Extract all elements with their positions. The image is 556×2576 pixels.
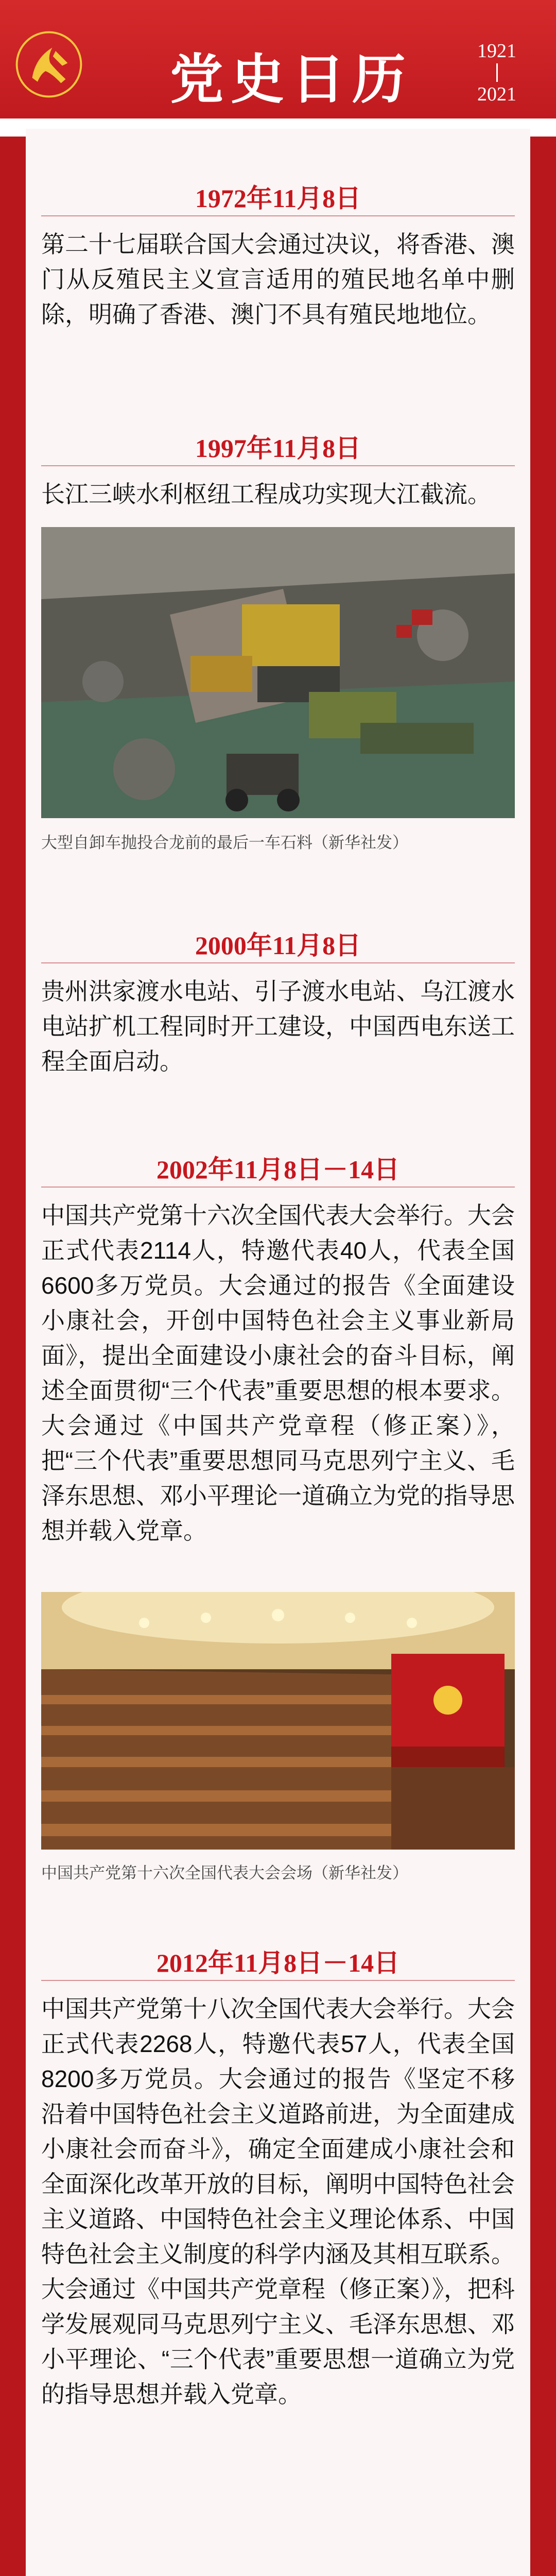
date-divider bbox=[41, 1187, 515, 1188]
date-divider bbox=[41, 962, 515, 963]
content-frame bbox=[26, 129, 530, 2576]
photo-caption: 中国共产党第十六次全国代表大会会场（新华社发） bbox=[41, 1864, 408, 1883]
year-end: 2021 bbox=[477, 83, 516, 105]
year-separator bbox=[496, 63, 498, 82]
year-range bbox=[466, 39, 528, 107]
dam-closure-photo bbox=[41, 527, 515, 818]
entry-date: 2012年11月8日－14日 bbox=[156, 1948, 400, 1977]
date-divider bbox=[41, 215, 515, 216]
entry-text: 贵州洪家渡水电站、引子渡水电站、乌江渡水电站扩机工程同时开工建设，中国西电东送工程全面启动。 bbox=[41, 978, 515, 1075]
date-divider bbox=[41, 465, 515, 466]
congress-16-photo bbox=[41, 1592, 515, 1850]
party-emblem-icon bbox=[15, 31, 82, 98]
entry-text: 中国共产党第十八次全国代表大会举行。大会正式代表2268人，特邀代表57人，代表全国8200多万党员。大会通过的报告《坚定不移沿着中国特色社会主义道路前进，为全面建成小康社会而奋斗》，确定全面建成小康社会和全面深化改革开放的目标，阐明中国特色社会主义道路、中国特色社会主义理论体系、中国特色社会主义制度的科学内涵及其相互联系。大会通过《中国共产党章程（修正案）》，把科学发展观同马克思列宁主义、毛泽东思想、邓小平理论、“三个代表”重要思想一道确立为党的指导思想并载入党章。 bbox=[41, 1995, 515, 2408]
page-title: 党史日历 bbox=[170, 47, 413, 111]
date-divider bbox=[41, 1980, 515, 1981]
header bbox=[0, 0, 556, 137]
entry-date: 1997年11月8日 bbox=[195, 434, 361, 463]
entry-text: 中国共产党第十六次全国代表大会举行。大会正式代表2114人，特邀代表40人，代表全国6600多万党员。大会通过的报告《全面建设小康社会，开创中国特色社会主义事业新局面》，提出全面建设小康社会的奋斗目标，阐述全面贯彻“三个代表”重要思想的根本要求。大会通过《中国共产党章程（修正案）》，把“三个代表”重要思想同马克思列宁主义、毛泽东思想、邓小平理论一道确立为党的指导思想并载入党章。 bbox=[41, 1202, 515, 1544]
year-start: 1921 bbox=[477, 40, 516, 62]
entry-date: 1972年11月8日 bbox=[195, 184, 361, 213]
entry-date: 2002年11月8日－14日 bbox=[156, 1155, 400, 1184]
entry-date: 2000年11月8日 bbox=[195, 931, 361, 960]
entry-text: 长江三峡水利枢纽工程成功实现大江截流。 bbox=[41, 481, 491, 507]
entry-text: 第二十七届联合国大会通过决议，将香港、澳门从反殖民主义宣言适用的殖民地名单中删除，明确了香港、澳门不具有殖民地地位。 bbox=[41, 231, 515, 328]
photo-caption: 大型自卸车抛投合龙前的最后一车石料（新华社发） bbox=[41, 834, 408, 852]
